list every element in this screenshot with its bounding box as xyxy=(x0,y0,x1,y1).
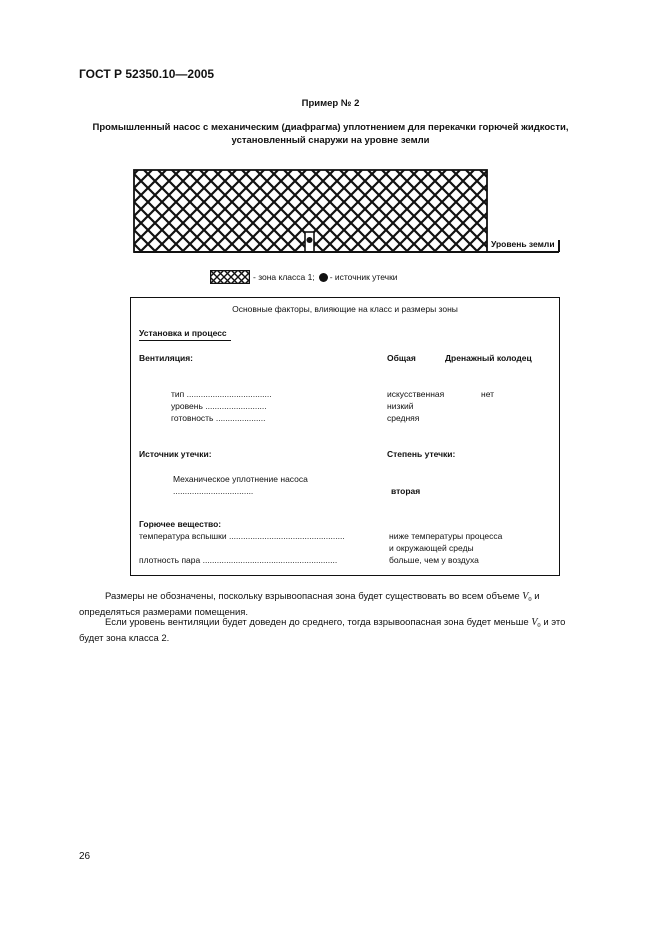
source-label: Источник утечки: xyxy=(139,449,212,459)
col-general: Общая xyxy=(387,353,416,363)
subtitle-line-1: Промышленный насос с механическим (диафрагма) уплотнением для перекачки горючей жидкости, xyxy=(92,122,569,133)
factors-title: Основные факторы, влияющие на класс и размеры зоны xyxy=(232,304,458,314)
legend-source-text: - источник утечки xyxy=(329,272,398,282)
installation-heading: Установка и процесс xyxy=(139,328,231,341)
ventilation-label: Вентиляция: xyxy=(139,353,193,363)
variable-v0: $V_0$ xyxy=(531,617,541,629)
legend-zone-text: - зона класса 1; xyxy=(253,272,315,282)
variable-v0: $V_0$ xyxy=(522,591,532,603)
vapor-density-label: плотность пара ......................................................... xyxy=(139,555,338,565)
page-number: 26 xyxy=(79,851,91,862)
pump-icon xyxy=(305,232,314,252)
mech-seal-label: Механическое уплотнение насоса xyxy=(173,474,308,484)
type-value: искусственная xyxy=(387,389,445,399)
level-label: уровень .......................... xyxy=(171,401,267,411)
flash-value-2: и окружающей среды xyxy=(389,543,474,553)
example-subtitle xyxy=(60,121,601,147)
flash-point-label: температура вспышки ................................................. xyxy=(139,531,345,541)
subtitle-line-2: установленный снаружи на уровне земли xyxy=(231,135,430,146)
type-drain-value: нет xyxy=(481,389,495,399)
flammable-label: Горючее вещество: xyxy=(139,519,222,529)
level-value: низкий xyxy=(387,401,414,411)
mech-seal-dots: .................................. xyxy=(173,486,254,496)
example-title: Пример № 2 xyxy=(301,98,360,109)
standard-header: ГОСТ Р 52350.10—2005 xyxy=(79,67,215,81)
paragraph-2: Если уровень вентиляции будет доведен до среднего, тогда взрывоопасная зона будет меньше $V_0$ и это будет зона класса 2. xyxy=(79,617,566,644)
zone-diagram xyxy=(120,160,570,260)
readiness-label: готовность ..................... xyxy=(171,413,266,423)
leak-source-dot-icon xyxy=(319,273,328,282)
degree-value: вторая xyxy=(391,486,421,496)
type-label: тип .................................... xyxy=(171,389,272,399)
flash-value-1: ниже температуры процесса xyxy=(389,531,503,541)
vapor-density-value: больше, чем у воздуха xyxy=(389,555,479,565)
legend xyxy=(210,270,398,284)
paragraph-1: Размеры не обозначены, поскольку взрывоопасная зона будет существовать во всем объеме $V_0$ и определяться размерами помещения. xyxy=(79,591,540,618)
degree-label: Степень утечки: xyxy=(387,449,456,459)
zone-hatch-swatch-icon xyxy=(210,270,250,284)
col-drain: Дренажный колодец xyxy=(445,353,532,363)
readiness-value: средняя xyxy=(387,413,420,423)
factors-box xyxy=(130,297,560,576)
ground-label: Уровень земли xyxy=(491,239,555,249)
